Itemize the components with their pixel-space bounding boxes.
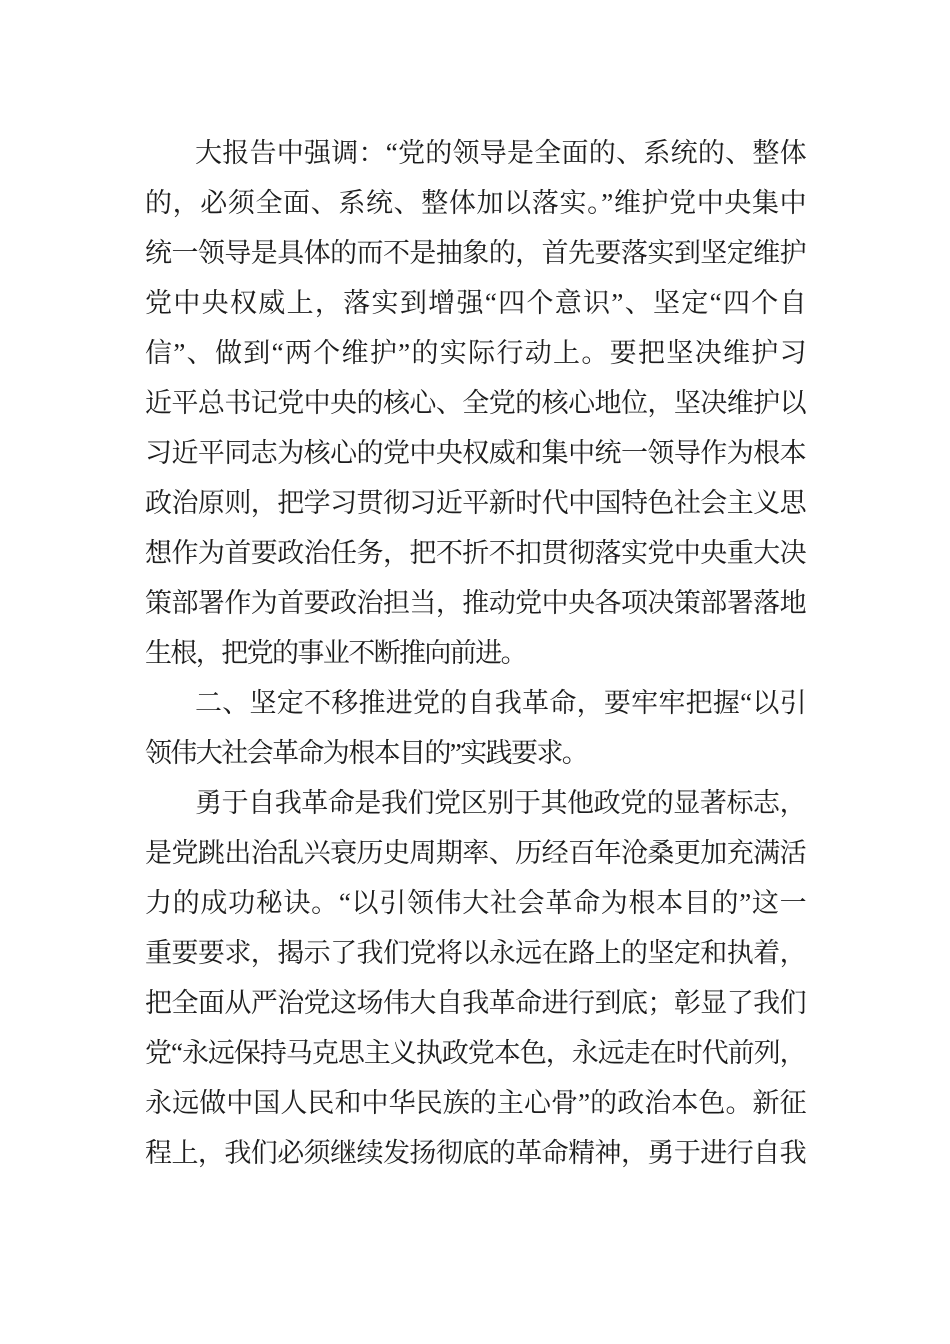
paragraph-3 [145,778,805,1178]
text-line: 信”、做到“两个维护”的实际行动上。要把坚决维护习 [145,338,805,368]
text-line: 政治原则，把学习贯彻习近平新时代中国特色社会主义思 [145,488,805,518]
paragraph-2 [145,678,805,778]
text-line: 想作为首要政治任务，把不折不扣贯彻落实党中央重大决 [145,538,805,568]
text-line: 力的成功秘诀。“以引领伟大社会革命为根本目的”这一 [145,888,805,918]
text-line: 生根，把党的事业不断推向前进。 [145,638,526,668]
text-line: 程上，我们必须继续发扬彻底的革命精神，勇于进行自我 [145,1138,805,1168]
text-line: 策部署作为首要政治担当，推动党中央各项决策部署落地 [145,588,805,618]
text-line: 领伟大社会革命为根本目的”实践要求。 [145,738,588,768]
text-line: 的，必须全面、系统、整体加以落实。”维护党中央集中 [145,188,805,218]
text-line: 党“永远保持马克思主义执政党本色，永远走在时代前列， [145,1038,805,1068]
text-line: 统一领导是具体的而不是抽象的，首先要落实到坚定维护 [145,238,805,268]
text-line: 党中央权威上，落实到增强“四个意识”、坚定“四个自 [145,288,805,318]
text-line: 重要要求，揭示了我们党将以永远在路上的坚定和执着， [145,938,805,968]
text-line: 是党跳出治乱兴衰历史周期率、历经百年沧桑更加充满活 [145,838,805,868]
text-line: 习近平同志为核心的党中央权威和集中统一领导作为根本 [145,438,805,468]
text-line: 把全面从严治党这场伟大自我革命进行到底；彰显了我们 [145,988,805,1018]
text-line: 勇于自我革命是我们党区别于其他政党的显著标志， [195,788,805,818]
paragraph-1 [145,128,805,678]
text-line: 二、坚定不移推进党的自我革命，要牢牢把握“以引 [195,688,805,718]
text-line: 永远做中国人民和中华民族的主心骨”的政治本色。新征 [145,1088,805,1118]
text-line: 近平总书记党中央的核心、全党的核心地位，坚决维护以 [145,388,805,418]
text-line: 大报告中强调：“党的领导是全面的、系统的、整体 [195,138,805,168]
document-text-block [145,128,805,1178]
